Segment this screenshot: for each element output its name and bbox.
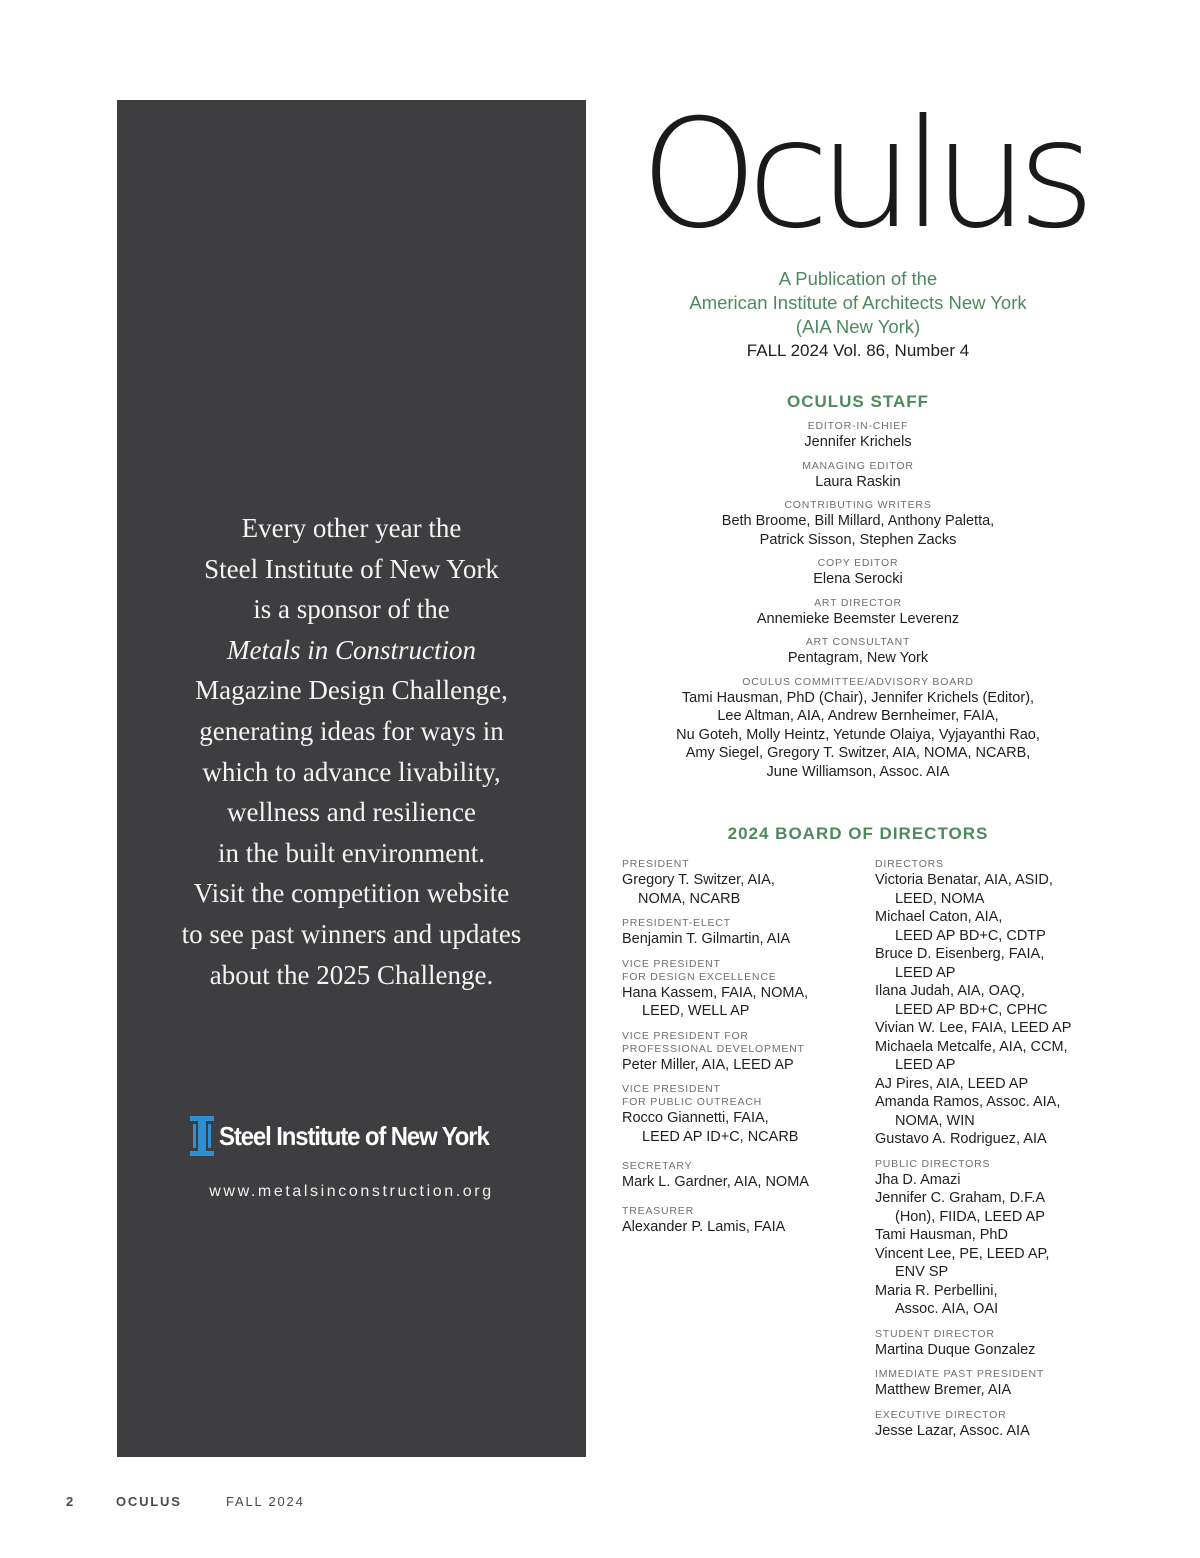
board-member: Jesse Lazar, Assoc. AIA: [875, 1422, 1030, 1439]
board-role: PRESIDENT: [622, 858, 690, 870]
board-member: Amanda Ramos, Assoc. AIA, NOMA, WIN: [875, 1094, 1061, 1129]
ad-line: Steel Institute of New York: [204, 553, 499, 584]
board-member: Rocco Giannetti, FAIA, LEED AP ID+C, NCARB: [622, 1110, 799, 1145]
board-member: Vivian W. Lee, FAIA, LEED AP: [875, 1020, 1072, 1036]
staff-heading: OCULUS STAFF: [786, 392, 929, 411]
staff-name: Annemieke Beemster Leverenz: [756, 610, 960, 627]
board-role: SECRETARY: [622, 1160, 693, 1172]
board-member: Maria R. Perbellini, Assoc. AIA, OAI: [875, 1282, 999, 1317]
board-heading: 2024 BOARD OF DIRECTORS: [727, 824, 989, 843]
page-number: 2: [66, 1494, 76, 1509]
publication-line: (AIA New York): [795, 316, 921, 337]
ad-line: is a sponsor of the: [253, 594, 450, 625]
staff-role: ART DIRECTOR: [814, 596, 902, 609]
board-member: Jha D. Amazi: [875, 1171, 961, 1188]
ad-line: Every other year the: [241, 513, 462, 543]
board-section: [616, 824, 1100, 844]
steel-institute-logo: [117, 1116, 586, 1156]
publication-info: [616, 267, 1100, 363]
ad-line: wellness and resilience: [227, 797, 476, 828]
staff-role: COPY EDITOR: [817, 557, 899, 569]
board-member: Gustavo A. Rodriguez, AIA: [875, 1131, 1047, 1147]
board-member: Matthew Bremer, AIA: [875, 1382, 1012, 1398]
board-role: TREASURER: [622, 1204, 694, 1217]
staff-name: Amy Siegel, Gregory T. Switzer, AIA, NOMA, NCARB,: [685, 745, 1031, 761]
staff-role: MANAGING EDITOR: [802, 459, 914, 472]
board-role: EXECUTIVE DIRECTOR: [875, 1408, 1007, 1421]
board-column-directors: [875, 858, 1115, 1440]
board-role: VICE PRESIDENT FOR PUBLIC OUTREACH: [622, 1083, 763, 1108]
board-member: Michaela Metcalfe, AIA, CCM, LEED AP: [875, 1038, 1068, 1073]
board-member: Bruce D. Eisenberg, FAIA, LEED AP: [875, 946, 1045, 981]
i-beam-icon: [190, 1116, 214, 1156]
oculus-staff: [606, 392, 1110, 781]
board-member: Victoria Benatar, AIA, ASID, LEED, NOMA: [875, 872, 1053, 907]
board-member: Benjamin T. Gilmartin, AIA: [622, 931, 791, 947]
sponsor-ad-panel: [117, 100, 586, 1457]
ad-url-link[interactable]: www.metalsinconstruction.org: [209, 1183, 494, 1200]
footer-issue: FALL 2024: [226, 1494, 305, 1509]
board-role: IMMEDIATE PAST PRESIDENT: [875, 1368, 1045, 1380]
board-member: Jennifer C. Graham, D.F.A (Hon), FIIDA, LEED AP: [875, 1190, 1046, 1225]
board-role: PRESIDENT-ELECT: [622, 917, 731, 929]
staff-role: CONTRIBUTING WRITERS: [784, 499, 932, 511]
issue-line: FALL 2024 Vol. 86, Number 4: [746, 341, 970, 360]
board-role: STUDENT DIRECTOR: [875, 1327, 995, 1340]
staff-name: Tami Hausman, PhD (Chair), Jennifer Krichels (Editor),: [681, 689, 1035, 706]
staff-name: Elena Serocki: [813, 571, 903, 587]
staff-name: Nu Goteh, Molly Heintz, Yetunde Olaiya, Vyjayanthi Rao,: [676, 726, 1040, 743]
board-member: Martina Duque Gonzalez: [875, 1341, 1036, 1358]
board-role: DIRECTORS: [875, 858, 944, 870]
board-role: PUBLIC DIRECTORS: [875, 1157, 991, 1170]
staff-name: Lee Altman, AIA, Andrew Bernheimer, FAIA,: [717, 708, 999, 724]
logo-text: Steel Institute of New York: [219, 1120, 490, 1151]
ad-line: Visit the competition website: [193, 878, 510, 909]
board-member: Peter Miller, AIA, LEED AP: [622, 1056, 794, 1073]
footer-magazine: OCULUS: [116, 1494, 182, 1509]
board-member: Michael Caton, AIA, LEED AP BD+C, CDTP: [875, 909, 1046, 944]
ad-line: in the built environment.: [218, 837, 485, 868]
board-member: Vincent Lee, PE, LEED AP, ENV SP: [875, 1245, 1050, 1280]
staff-name: Patrick Sisson, Stephen Zacks: [759, 531, 957, 548]
ad-line-italic: Metals in Construction: [227, 634, 476, 665]
staff-name: Beth Broome, Bill Millard, Anthony Paletta,: [721, 513, 995, 529]
board-member: Tami Hausman, PhD: [875, 1227, 1008, 1243]
board-member: Ilana Judah, AIA, OAQ, LEED AP BD+C, CPHC: [875, 983, 1048, 1018]
board-member: Hana Kassem, FAIA, NOMA, LEED, WELL AP: [622, 984, 809, 1019]
oculus-wordmark: Oculus: [640, 88, 1085, 262]
ad-line: which to advance livability,: [202, 756, 501, 787]
ad-line: to see past winners and updates: [181, 918, 522, 949]
staff-name: June Williamson, Assoc. AIA: [766, 763, 950, 780]
publication-line: A Publication of the: [778, 268, 938, 289]
ad-line: Magazine Design Challenge,: [195, 675, 508, 706]
staff-role: ART CONSULTANT: [805, 636, 911, 648]
board-column-officers: [622, 858, 872, 1236]
sponsor-ad-text: [117, 508, 586, 995]
board-member: Mark L. Gardner, AIA, NOMA: [622, 1174, 809, 1190]
staff-name: Pentagram, New York: [787, 650, 929, 666]
board-member: Gregory T. Switzer, AIA, NOMA, NCARB: [622, 872, 775, 907]
board-role: VICE PRESIDENT FOR DESIGN EXCELLENCE: [622, 957, 777, 983]
staff-role: EDITOR-IN-CHIEF: [807, 420, 909, 432]
board-role: VICE PRESIDENT FOR PROFESSIONAL DEVELOPMENT: [622, 1029, 805, 1055]
ad-line: generating ideas for ways in: [199, 715, 504, 746]
publication-line: American Institute of Architects New York: [689, 292, 1027, 313]
board-member: AJ Pires, AIA, LEED AP: [875, 1075, 1029, 1092]
board-member: Alexander P. Lamis, FAIA: [622, 1218, 786, 1235]
ad-line: about the 2025 Challenge.: [209, 959, 494, 990]
staff-role: OCULUS COMMITTEE/ADVISORY BOARD: [742, 675, 974, 688]
staff-name: Laura Raskin: [815, 473, 901, 490]
staff-name: Jennifer Krichels: [804, 434, 912, 450]
